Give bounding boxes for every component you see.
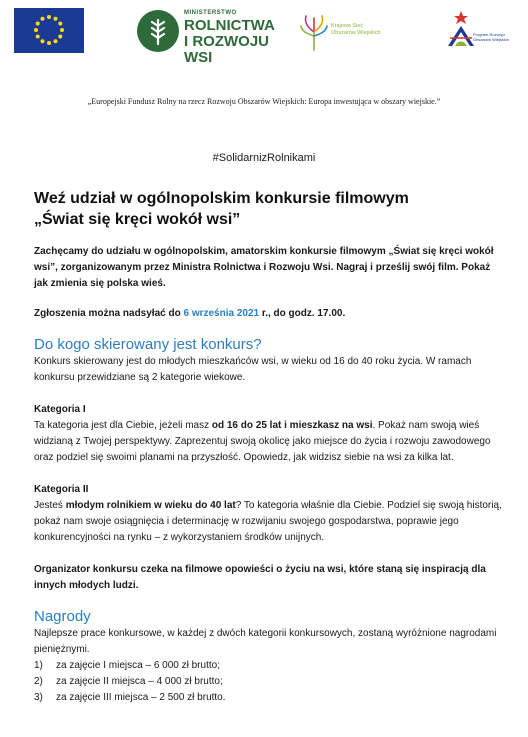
eu-flag-logo [14,8,84,53]
closing-paragraph: Organizator konkursu czeka na filmowe opowieści o życiu na wsi, które staną się inspiracją dla innych młodych ludzi. [34,564,486,591]
title-line1: Weź udział w ogólnopolskim konkursie filmowym [34,190,409,207]
deadline-paragraph: Zgłoszenia można nadsyłać do 6 września 2021 r., do godz. 17.00. [34,308,346,319]
deadline-date: 6 września 2021 [183,308,260,319]
category2-paragraph: Jesteś młodym rolnikiem w wieku do 40 lat? To kategoria właśnie dla Ciebie. Podziel się swoją historią, pokaż nam swoje osiągnięcia i determinację w rozwijaniu swojego gospodarstwa, poprawie jego konkurencyjności na rynku – z wykorzystaniem środków unijnych. [34,500,502,543]
eu-stars-icon [14,8,84,53]
page-title [34,188,504,230]
fund-motto: „Europejski Fundusz Rolny na rzecz Rozwoju Obszarów Wiejskich: Europa inwestująca w obszary wiejskie.” [87,97,441,106]
prow-emblem-icon [446,8,476,48]
prow-logo [446,8,514,62]
list-item: 3) za zajęcie III miejsca – 2 500 zł brutto. [34,692,226,703]
list-item: 2) za zajęcie II miejsca – 4 000 zł brutto; [34,676,223,687]
category2-heading: Kategoria II [34,484,89,495]
title-line2: „Świat się kręci wokół wsi” [34,211,241,228]
ksow-label: Krajowa Sieć Obszarów Wiejskich [331,23,381,36]
ministry-line1: ROLNICTWA [184,17,275,34]
category1-heading: Kategoria I [34,404,86,415]
ministry-logo [137,10,292,66]
article-body [34,188,504,706]
prow-label: Program Rozwoju Obszarów Wiejskich [473,32,510,42]
prizes-paragraph: Najlepsze prace konkursowe, w każdej z dwóch kategorii konkursowych, zostaną wyróżnione nagrodami pieniężnymi. [34,628,497,655]
intro-paragraph: Zachęcamy do udziału w ogólnopolskim, amatorskim konkursie filmowym „Świat się kręci wokół wsi”, zorganizowanym przez Ministra Rolnictwa i Rozwoju Wsi. Nagraj i prześlij swój film. Pokaż jak zmienia się polska wieś. [34,246,494,289]
prize-list [34,658,504,706]
list-item: 1) za zajęcie I miejsca – 6 000 zł brutto; [34,660,220,671]
wheat-icon [137,10,179,52]
logo-bar [0,0,528,66]
ministry-line2: I ROZWOJU WSI [184,33,269,66]
hashtag: #SolidarnizRolnikami [212,152,316,164]
category1-paragraph: Ta kategoria jest dla Ciebie, jeżeli masz od 16 do 25 lat i mieszkasz na wsi. Pokaż nam swoją wieś widzianą z Twojej perspektywy. Zaprezentuj swoją okolicę jako miejsce do życia i rozwoju zawodowego oraz podziel się swoimi planami na przyszłość. Opowiedz, jak widzisz siebie na wsi za kilka lat. [34,420,491,463]
section-heading-prizes: Nagrody [34,608,91,625]
ksow-logo [298,12,410,52]
ministry-small-label: MINISTERSTWO [184,10,237,16]
section-heading-audience: Do kogo skierowany jest konkurs? [34,336,262,353]
ksow-tree-icon [298,12,330,52]
audience-paragraph: Konkurs skierowany jest do młodych mieszkańców wsi, w wieku od 16 do 40 roku życia. W ramach konkursu przewidziane są 2 kategorie wiekowe. [34,356,472,383]
